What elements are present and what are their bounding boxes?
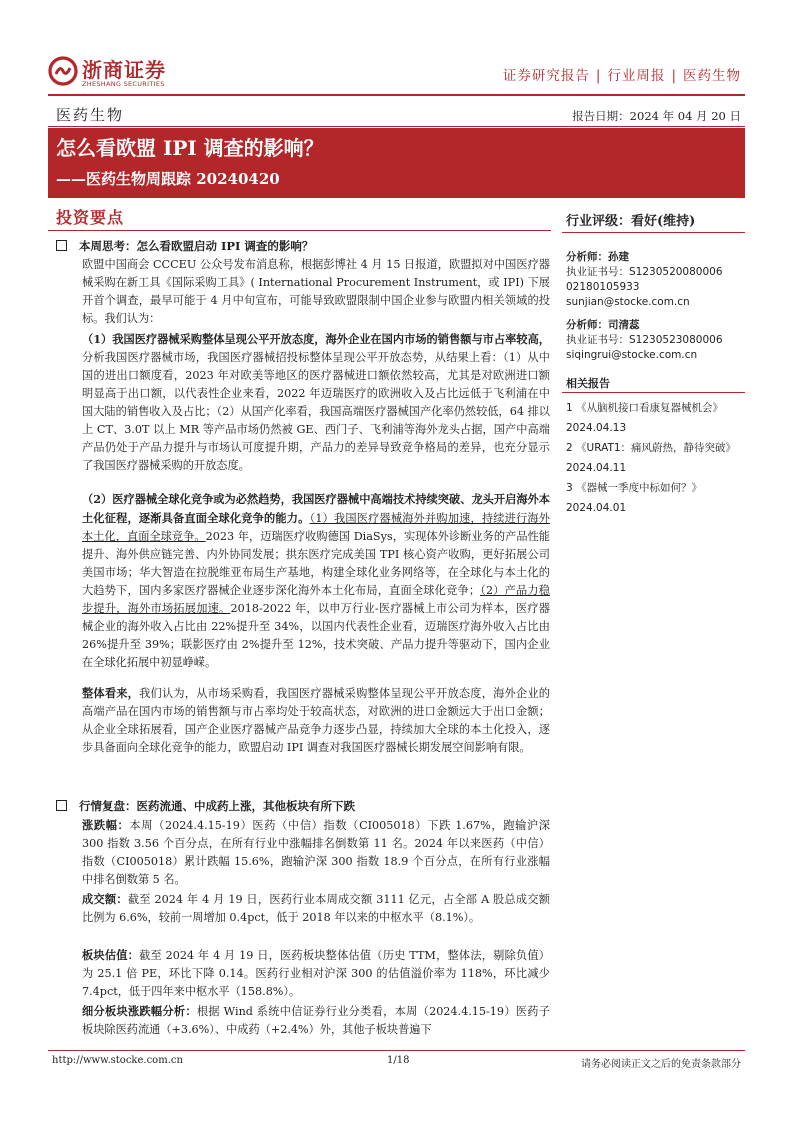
analyst-cert: 执业证书号：S1230523080006 xyxy=(566,334,723,346)
related-report-title[interactable]: 2 《URAT1：痛风蔚热，静待突破》 xyxy=(566,442,737,454)
paragraph-2 xyxy=(56,490,550,672)
nav-industry: 医药生物 xyxy=(683,68,741,84)
valuation-text: 截至 2024 年 4 月 19 日，医药板块整体估值（历史 TTM，整体法，剔除负值）为 25.1 倍 PE，环比下降 0.14。医药行业相对沪深 300 的估值溢价率为 118%，环比减少 7.4pct，低于四年来中枢水平（158.8%）。 xyxy=(82,949,550,998)
paragraph-1 xyxy=(56,330,550,475)
report-date: 报告日期：2024 年 04 月 20 日 xyxy=(572,109,741,123)
footer-url[interactable]: http://www.stocke.com.cn xyxy=(52,1055,183,1066)
header-divider-thin xyxy=(48,126,745,127)
brand-name: 浙商证券 xyxy=(82,58,166,82)
analyst-card xyxy=(566,318,723,363)
analyst-name: 分析师：孙建 xyxy=(566,251,629,263)
related-divider xyxy=(562,392,745,393)
analyst-cert: 执业证书号：S1230520080006 xyxy=(566,266,723,278)
header-divider xyxy=(48,94,745,96)
analyst-name: 分析师：司清蕊 xyxy=(566,319,640,331)
related-report-date: 2024.04.11 xyxy=(566,462,627,474)
paragraph-1-lead: （1）我国医疗器械采购整体呈现公平开放态度，海外企业在国内市场的销售额与市占率较高， xyxy=(82,332,550,346)
paragraph-2-point-2: （2）产品力稳步提升，海外市场拓展加速。 xyxy=(82,584,550,615)
subsector-label: 细分板块涨跌幅分析： xyxy=(82,1004,197,1018)
valuation-paragraph xyxy=(56,946,550,1001)
analyst-email[interactable]: sunjian@stocke.com.cn xyxy=(566,296,690,308)
industry-rating: 行业评级：看好(维持) xyxy=(566,214,696,229)
valuation-label: 板块估值： xyxy=(82,948,140,962)
market-change-text: 本周（2024.4.15-19）医药（中信）指数（CI005018）下跌 1.67%，跑输沪深 300 指数 3.56 个百分点，在所有行业中涨幅排名倒数第 11 名。2024 年以来医药（中信）指数（CI005018）累计跌幅 15.6%，跑输沪深 300 指数 18.9 个百分点，在所有行业涨幅中排名倒数第 5 名。 xyxy=(82,819,550,886)
related-reports-title: 相关报告 xyxy=(566,377,610,390)
paragraph-3-lead: 整体看来， xyxy=(82,686,140,700)
square-bullet-icon xyxy=(56,240,67,251)
nav-report-type: 证券研究报告 xyxy=(502,68,590,84)
footer-disclaimer: 请务必阅读正文之后的免责条款部分 xyxy=(581,1059,741,1070)
bullet-heading-2 xyxy=(56,798,550,814)
section-divider xyxy=(48,230,551,231)
bullet-heading-text: 行情复盘：医药流通、中成药上涨，其他板块有所下跌 xyxy=(79,799,355,813)
bullet-heading-text: 本周思考：怎么看欧盟启动 IPI 调查的影响？ xyxy=(79,239,314,253)
nav-report-kind: 行业周报 xyxy=(607,68,666,84)
subsector-text: 根据 Wind 系统中信证券行业分类看，本周（2024.4.15-19）医药子板块除医药流通（+3.6%）、中成药（+2.4%）外，其他子板块普遍下 xyxy=(82,1005,550,1036)
page-number: 1/18 xyxy=(387,1055,410,1066)
brand-name-en: ZHESHANG SECURITIES xyxy=(82,80,165,88)
header-breadcrumb: 证券研究报告 | 行业周报 | 医药生物 xyxy=(502,68,741,84)
related-report-title[interactable]: 1 《从脑机接口看康复器械机会》 xyxy=(566,402,724,414)
subsector-paragraph xyxy=(56,1002,550,1039)
industry-label: 医药生物 xyxy=(56,106,125,124)
title-banner xyxy=(48,128,745,198)
paragraph-3-body: 我们认为，从市场采购看，我国医疗器械采购整体呈现公平开放态度，海外企业的高端产品在国内市场的销售额与市占率均处于较高状态，对欧洲的进口金额远大于出口金额；从企业全球拓展看，国产企业医疗器械产品竞争力逐步凸显，持续加大全球的本土化投入，逐步具备面向全球化竞争的能力，欧盟启动 IPI 调查对我国医疗器械长期发展空间影响有限。 xyxy=(82,687,550,754)
paragraph-2-lead: （2）医疗器械全球化竞争或为必然趋势，我国医疗器械中高端技术持续突破、龙头开启海外本土化征程，逐渐具备直面全球化竞争的能力。 xyxy=(82,492,550,525)
related-report-date: 2024.04.13 xyxy=(566,422,627,434)
intro-paragraph: 欧盟中国商会 CCCEU 公众号发布消息称，根据彭博社 4 月 15 日报道，欧盟拟对中国医疗器械采购在新工具《国际采购工具》( International Procurement Instrument，或 IPI) 下展开首个调查，最早可能于 4 月中旬宣布，可能导致欧盟限制中国企业参与欧盟内相关领域的投标。我们认为： xyxy=(82,258,550,325)
brand-logo-icon xyxy=(48,56,78,86)
related-report-date: 2024.04.01 xyxy=(566,502,627,514)
turnover-text: 截至 2024 年 4 月 19 日，医药行业本周成交额 3111 亿元，占全部 A 股总成交额比例为 6.6%，较前一周增加 0.4pct，低于 2018 年以来的中枢水平（8.1%）。 xyxy=(82,893,550,924)
paragraph-2-body-1: 2023 年，迈瑞医疗收购德国 DiaSys，实现体外诊断业务的产品性能提升、海外供应链完善、内外协同发展；拱东医疗完成美国 TPI 核心资产收购，更好拓展公司美国市场；华大智造在拉脱维亚布局生产基地，构建全球化业务网络等，在全球化与本土化的大趋势下，国内多家医疗器械企业逐步深化海外本土化布局，直面全球化竞争； xyxy=(82,530,550,597)
related-report-item[interactable] xyxy=(566,398,742,438)
related-report-item[interactable] xyxy=(566,438,742,478)
page-title: 怎么看欧盟 IPI 调查的影响？ xyxy=(56,136,324,160)
turnover-paragraph xyxy=(56,890,550,927)
page-subtitle: ——医药生物周跟踪 20240420 xyxy=(56,170,280,188)
footer-divider xyxy=(48,1050,745,1051)
paragraph-2-point-1: （1）我国医疗器械海外并购加速，持续进行海外本土化，直面全球竞争。 xyxy=(82,512,550,543)
turnover-label: 成交额： xyxy=(82,892,128,906)
analyst-email[interactable]: siqingrui@stocke.com.cn xyxy=(566,349,698,361)
related-report-title[interactable]: 3 《器械一季度中标如何？》 xyxy=(566,482,703,494)
paragraph-3 xyxy=(56,684,550,757)
related-report-item[interactable] xyxy=(566,478,742,518)
section-title: 投资要点 xyxy=(56,208,125,227)
rating-divider xyxy=(562,232,745,233)
paragraph-2-body-2: 2018-2022 年，以申万行业-医疗器械上市公司为样本，医疗器械企业的海外收入占比由 22%提升至 34%，以国内代表性企业看，迈瑞医疗海外收入占比由 26%提升至 39%；联影医疗由 2%提升至 12%，技术突破、产品力提升等驱动下，国内企业在全球化拓展中初显峥嵘。 xyxy=(82,602,550,669)
square-bullet-icon xyxy=(56,800,67,811)
bullet-heading-1 xyxy=(56,238,550,254)
paragraph-1-body: 分析我国医疗器械市场，我国医疗器械招投标整体呈现公平开放态势，从结果上看：（1）从中国的进出口额度看，2023 年对欧美等地区的医疗器械进口额依然较高，尤其是对欧洲进口额明显高于出口额，以代表性企业来看，2022 年迈瑞医疗的欧洲收入及占比远低于飞利浦在中国大陆的销售收入及占比；（2）从国产化率看，我国高端医疗器械国产化率仍然较低，64 排以上 CT、3.0T 以上 MR 等产品市场仍然被 GE、西门子、飞利浦等海外龙头占据，国产中高端产品仍处于产品力提升与市场认可度提升期，产品力的差异导致竞争格局的差异，也充分显示了我国医疗器械采购的开放态度。 xyxy=(82,351,550,472)
analyst-card xyxy=(566,250,723,310)
analyst-phone: 02180105933 xyxy=(566,281,640,293)
market-change-label: 涨跌幅： xyxy=(82,818,130,832)
market-change-paragraph xyxy=(56,816,550,889)
